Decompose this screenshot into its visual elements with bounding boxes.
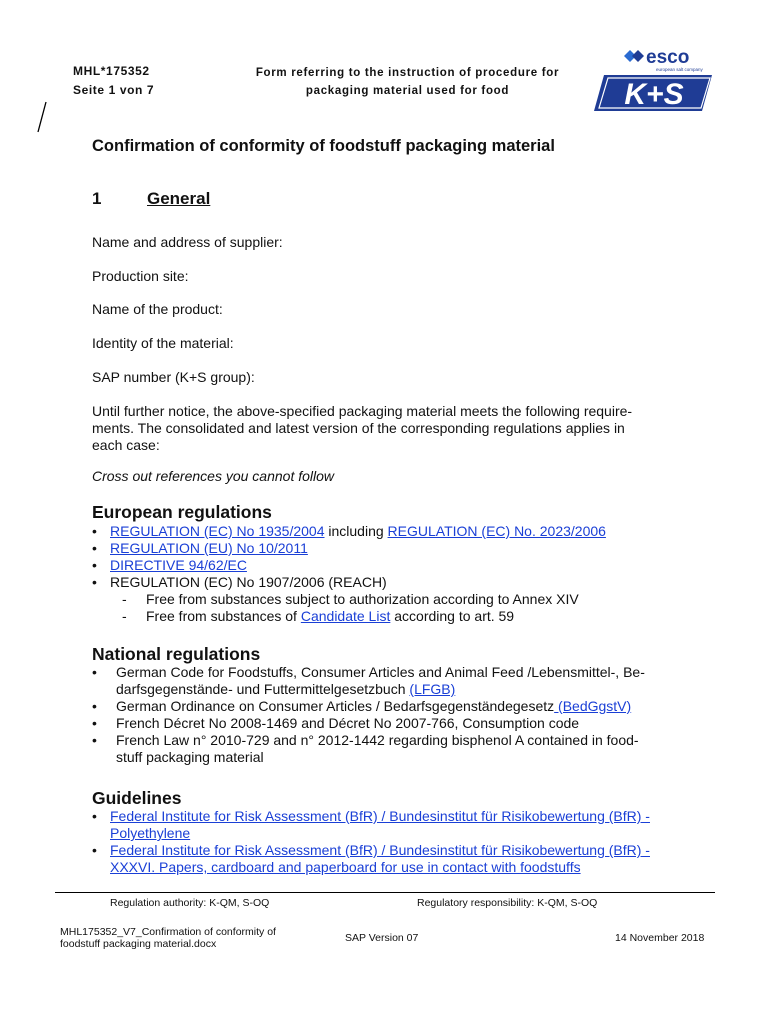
sap-number-label: SAP number (K+S group): (92, 369, 255, 385)
regulation-10-2011-link[interactable]: REGULATION (EU) No 10/2011 (110, 540, 308, 556)
file-name: MHL175352_V7_Confirmation of conformity of foodstuff packaging material.docx (60, 926, 276, 950)
european-regulations-heading: European regulations (92, 502, 272, 522)
sub-list-item: - Free from substances subject to authorization according to Annex XIV (92, 591, 702, 608)
regulation-1935-2004-link[interactable]: REGULATION (EC) No 1935/2004 (110, 523, 325, 539)
supplier-field-label: Name and address of supplier: (92, 234, 283, 250)
document-id: MHL*175352 (73, 64, 150, 78)
production-site-label: Production site: (92, 268, 189, 284)
ks-wordmark: K+S (624, 78, 684, 111)
product-name-label: Name of the product: (92, 301, 223, 317)
candidate-list-link[interactable]: Candidate List (300, 608, 391, 624)
list-item: • REGULATION (EC) No 1907/2006 (REACH) (92, 574, 702, 591)
list-item: • German Ordinance on Consumer Articles / Bedarfsgegenständegesetz (BedGgstV) (92, 698, 702, 715)
section-number: 1 (92, 189, 102, 208)
document-id-block (73, 62, 154, 100)
section-title: General (147, 189, 211, 208)
esco-diamond-icon (624, 50, 644, 62)
page-title: Confirmation of conformity of foodstuff packaging material (92, 137, 555, 155)
form-title-line1: Form referring to the instruction of procedure for (255, 67, 560, 79)
european-regulations-list (92, 523, 702, 625)
directive-94-62-link[interactable]: DIRECTIVE 94/62/EC (110, 557, 247, 573)
bfr-paper-cardboard-link[interactable]: Federal Institute for Risk Assessment (BfR) / Bundesinstitut für Risikobewertung (BfR) - XXXVI. Papers, cardboard and paperboard for use in contact with foodstuffs (110, 842, 650, 875)
national-regulations-list (92, 664, 702, 766)
list-item (92, 540, 702, 557)
compliance-statement: Until further notice, the above-specified packaging material meets the following require- ments. The consolidated and latest version of the corresponding regulations applies in each case: (92, 403, 633, 453)
list-item: • German Code for Foodstuffs, Consumer Articles and Animal Feed /Lebensmittel-, Be- darfsgegenstände- und Futtermittelgesetzbuch (LFGB) (92, 664, 702, 698)
guidelines-list (92, 808, 702, 876)
guidelines-heading: Guidelines (92, 788, 182, 808)
lfgb-link[interactable]: (LFGB) (409, 681, 456, 697)
form-title (215, 64, 600, 100)
sap-version: SAP Version 07 (345, 932, 419, 944)
list-item: • REGULATION (EC) No 1935/2004 including REGULATION (EC) No. 2023/2006 (92, 523, 702, 540)
margin-slash-mark (32, 100, 52, 134)
esco-wordmark: esco (646, 47, 690, 68)
national-regulations-heading: National regulations (92, 644, 261, 664)
sub-list-item: - Free from substances of Candidate List according to art. 59 (92, 608, 702, 625)
regulation-authority: Regulation authority: K-QM, S-OQ (110, 897, 270, 909)
bfr-polyethylene-link[interactable]: Federal Institute for Risk Assessment (BfR) / Bundesinstitut für Risikobewertung (BfR) - Polyethylene (110, 808, 650, 841)
cross-out-note: Cross out references you cannot follow (92, 468, 335, 484)
esco-ks-logo (592, 47, 717, 115)
list-item (92, 842, 702, 876)
material-identity-label: Identity of the material: (92, 335, 234, 351)
list-item: • French Law n° 2010-729 and n° 2012-1442 regarding bisphenol A contained in food- stuff packaging material (92, 732, 702, 766)
page-indicator: Seite 1 von 7 (73, 83, 155, 97)
list-item: • French Décret No 2008-1469 and Décret No 2007-766, Consumption code (92, 715, 702, 732)
regulatory-responsibility: Regulatory responsibility: K-QM, S-OQ (417, 897, 598, 909)
esco-tagline: european salt company (656, 67, 703, 72)
document-date: 14 November 2018 (615, 932, 705, 944)
form-title-line2: packaging material used for food (305, 85, 510, 97)
bedggstv-link[interactable]: (BedGgstV) (554, 698, 632, 714)
list-item (92, 557, 702, 574)
regulation-2023-2006-link[interactable]: REGULATION (EC) No. 2023/2006 (387, 523, 606, 539)
footer-divider (55, 892, 715, 893)
list-item (92, 808, 702, 842)
